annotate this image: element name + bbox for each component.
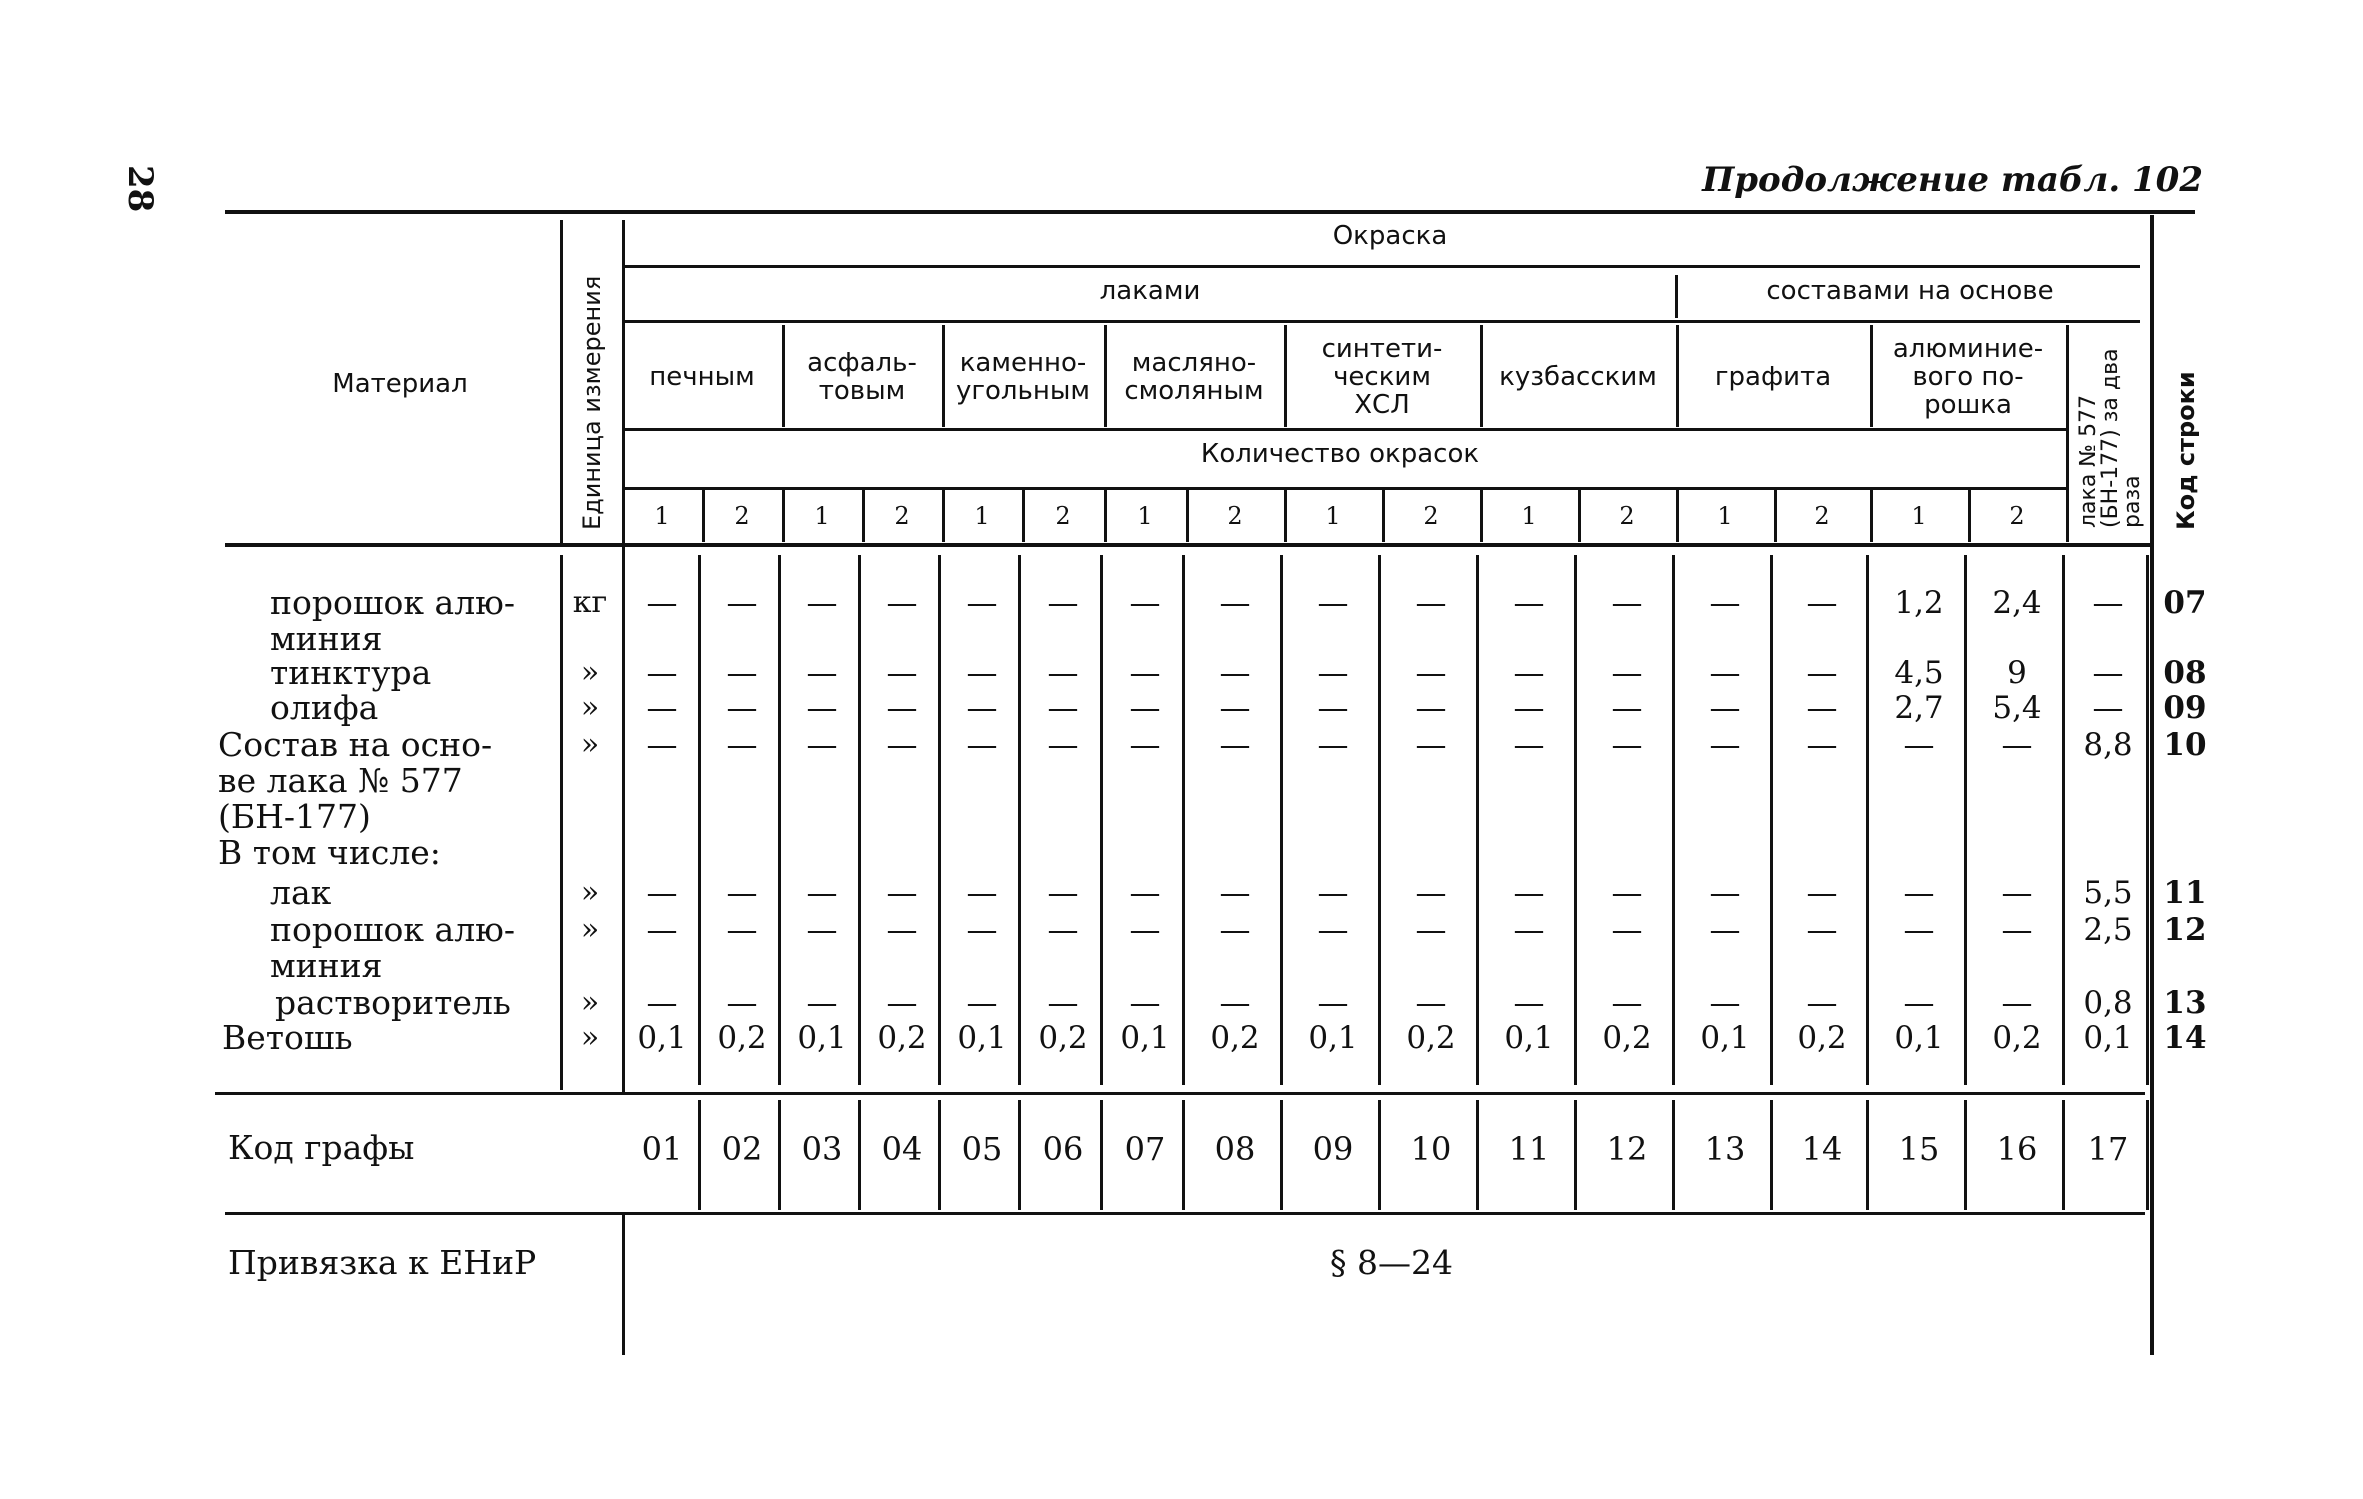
rule-line: [225, 1212, 2145, 1215]
row-cell: —: [1709, 912, 1741, 948]
count-2: 2: [734, 502, 750, 530]
row-cell: —: [1903, 912, 1935, 948]
column-code: 09: [1312, 1130, 1354, 1168]
rule-line: [1280, 555, 1283, 1085]
row-cell: —: [1219, 985, 1251, 1021]
row-material: растворитель: [275, 983, 511, 1022]
row-cell: —: [646, 727, 678, 763]
page-number: 28: [120, 165, 160, 213]
row-cell: —: [2092, 585, 2124, 621]
rule-line: [225, 210, 2195, 214]
rule-line: [622, 428, 2066, 431]
row-cell: 0,8: [2083, 985, 2133, 1021]
row-cell: —: [966, 690, 998, 726]
row-cell: —: [1513, 912, 1545, 948]
row-cell: —: [1611, 585, 1643, 621]
rule-line: [622, 220, 625, 1093]
row-cell: —: [1047, 875, 1079, 911]
rule-line: [698, 555, 701, 1085]
row-cell: —: [726, 655, 758, 691]
row-code-header: Код строки: [2172, 371, 2200, 530]
count-10: 2: [1423, 502, 1439, 530]
row-cell: —: [1219, 727, 1251, 763]
row-material: Ветошь: [222, 1018, 353, 1057]
row-cell: —: [1415, 690, 1447, 726]
count-13: 1: [1717, 502, 1733, 530]
column-codes-label: Код графы: [228, 1128, 415, 1167]
column-code: 15: [1898, 1130, 1940, 1168]
row-cell: —: [806, 690, 838, 726]
row-cell: —: [1513, 655, 1545, 691]
row-unit: »: [580, 690, 600, 725]
rule-line: [1022, 490, 1025, 542]
row-cell: 5,4: [1992, 690, 2042, 726]
row-cell: 9: [2007, 655, 2027, 691]
row-cell: —: [1129, 585, 1161, 621]
row-cell: —: [1047, 985, 1079, 1021]
row-code: 09: [2163, 690, 2207, 726]
row-cell: —: [726, 985, 758, 1021]
count-6: 2: [1055, 502, 1071, 530]
row-cell: —: [1129, 985, 1161, 1021]
column-code: 16: [1996, 1130, 2038, 1168]
row-cell: 8,8: [2083, 727, 2133, 763]
row-cell: —: [726, 875, 758, 911]
group-header-6: кузбасским: [1499, 362, 1657, 392]
row-cell: —: [806, 585, 838, 621]
row-cell: —: [1415, 912, 1447, 948]
row-cell: 0,1: [1120, 1020, 1170, 1056]
row-cell: —: [886, 985, 918, 1021]
rule-line: [1968, 490, 1971, 542]
row-cell: —: [646, 690, 678, 726]
row-cell: —: [646, 985, 678, 1021]
row-cell: —: [1513, 875, 1545, 911]
row-cell: 0,1: [1504, 1020, 1554, 1056]
group-header-8: алюминие- вого по- рошка: [1892, 334, 2044, 420]
rule-line: [622, 320, 2140, 323]
row-cell: —: [2001, 912, 2033, 948]
rule-line: [942, 490, 945, 542]
row-cell: —: [1806, 985, 1838, 1021]
row-cell: —: [1806, 655, 1838, 691]
row-cell: —: [1415, 655, 1447, 691]
row-cell: —: [966, 985, 998, 1021]
column-code: 02: [721, 1130, 763, 1168]
rule-line: [1574, 1100, 1577, 1210]
column-code: 06: [1042, 1130, 1084, 1168]
row-cell: 0,2: [1602, 1020, 1652, 1056]
row-cell: —: [806, 912, 838, 948]
row-cell: 5,5: [2083, 875, 2133, 911]
count-3: 1: [814, 502, 830, 530]
row-cell: 0,2: [1406, 1020, 1456, 1056]
row-cell: —: [886, 585, 918, 621]
row-cell: 0,1: [1894, 1020, 1944, 1056]
row-material: В том числе:: [218, 833, 441, 872]
row-cell: —: [1709, 655, 1741, 691]
row-cell: 2,4: [1992, 585, 2042, 621]
row-cell: —: [966, 655, 998, 691]
row-cell: 2,7: [1894, 690, 1944, 726]
row-cell: —: [726, 690, 758, 726]
row-code: 11: [2163, 875, 2207, 911]
row-cell: —: [1317, 875, 1349, 911]
column-code: 10: [1410, 1130, 1452, 1168]
row-cell: —: [1047, 655, 1079, 691]
rule-line: [1676, 490, 1679, 542]
row-cell: —: [726, 912, 758, 948]
row-cell: —: [1047, 585, 1079, 621]
row-material: олифа: [270, 688, 379, 727]
rule-line: [778, 555, 781, 1085]
rule-line: [1280, 1100, 1283, 1210]
rule-line: [1378, 555, 1381, 1085]
rule-line: [1870, 490, 1873, 542]
count-8: 2: [1227, 502, 1243, 530]
row-unit: »: [580, 985, 600, 1020]
row-cell: —: [646, 912, 678, 948]
rule-line: [1964, 555, 1967, 1085]
row-cell: —: [1709, 585, 1741, 621]
rule-line: [2062, 555, 2065, 1085]
column-code: 12: [1606, 1130, 1648, 1168]
row-cell: —: [1047, 690, 1079, 726]
row-cell: —: [966, 585, 998, 621]
row-cell: —: [2001, 985, 2033, 1021]
row-cell: —: [1129, 727, 1161, 763]
column-code: 17: [2087, 1130, 2129, 1168]
row-cell: —: [1317, 690, 1349, 726]
row-cell: —: [1709, 690, 1741, 726]
row-cell: —: [1806, 690, 1838, 726]
row-cell: —: [1219, 912, 1251, 948]
rule-line: [862, 490, 865, 542]
row-cell: —: [1317, 655, 1349, 691]
row-cell: —: [1806, 875, 1838, 911]
row-code: 14: [2163, 1020, 2207, 1056]
count-7: 1: [1137, 502, 1153, 530]
row-cell: —: [2092, 690, 2124, 726]
row-material: лак: [270, 873, 332, 912]
row-cell: —: [1806, 585, 1838, 621]
group-header-5: синтети- ческим ХСЛ: [1321, 334, 1443, 420]
rule-line: [782, 490, 785, 542]
lacquers-header: лаками: [1099, 276, 1201, 306]
row-cell: —: [1611, 912, 1643, 948]
row-material: тинктура: [270, 653, 432, 692]
rule-line: [858, 555, 861, 1085]
rule-line: [1675, 275, 1678, 318]
count-12: 2: [1619, 502, 1635, 530]
row-cell: —: [1129, 655, 1161, 691]
group-header-2: асфаль- товым: [807, 348, 917, 406]
column-code: 14: [1801, 1130, 1843, 1168]
rule-line: [1770, 555, 1773, 1085]
row-cell: 0,2: [1038, 1020, 1088, 1056]
rule-line: [1770, 1100, 1773, 1210]
row-code: 12: [2163, 912, 2207, 948]
row-cell: —: [1317, 912, 1349, 948]
row-cell: —: [1513, 985, 1545, 1021]
row-cell: —: [886, 690, 918, 726]
rule-line: [622, 487, 2066, 490]
row-cell: —: [1611, 727, 1643, 763]
rule-line: [1182, 555, 1185, 1085]
count-9: 1: [1325, 502, 1341, 530]
rule-line: [938, 555, 941, 1085]
row-cell: —: [1513, 727, 1545, 763]
group-header-7: графита: [1714, 362, 1832, 392]
count-16: 2: [2009, 502, 2025, 530]
unit-header: Единица измерения: [578, 275, 606, 530]
row-code: 07: [2163, 585, 2207, 621]
count-15: 1: [1911, 502, 1927, 530]
row-cell: —: [806, 655, 838, 691]
row-cell: —: [1317, 585, 1349, 621]
last-col-header: лака № 577 (БН-177) за два раза: [2076, 348, 2145, 528]
row-cell: —: [1903, 875, 1935, 911]
row-cell: —: [966, 912, 998, 948]
row-cell: —: [1047, 912, 1079, 948]
row-cell: —: [726, 727, 758, 763]
row-cell: —: [1709, 985, 1741, 1021]
column-code: 04: [881, 1130, 923, 1168]
column-code: 13: [1704, 1130, 1746, 1168]
row-cell: 2,5: [2083, 912, 2133, 948]
row-cell: —: [1415, 875, 1447, 911]
rule-line: [215, 1092, 2145, 1095]
row-cell: 0,2: [1992, 1020, 2042, 1056]
row-cell: —: [1513, 585, 1545, 621]
group-header-3: каменно- угольным: [955, 348, 1091, 406]
row-cell: —: [1611, 655, 1643, 691]
rule-line: [1018, 555, 1021, 1085]
row-cell: —: [1513, 690, 1545, 726]
rule-line: [560, 220, 563, 545]
row-cell: —: [1415, 985, 1447, 1021]
row-cell: —: [806, 727, 838, 763]
rule-line: [1574, 555, 1577, 1085]
row-cell: 0,2: [717, 1020, 767, 1056]
row-cell: —: [886, 655, 918, 691]
row-unit: »: [580, 655, 600, 690]
rule-line: [1476, 1100, 1479, 1210]
rule-line: [1480, 490, 1483, 542]
count-header: Количество окрасок: [1200, 439, 1480, 469]
count-4: 2: [894, 502, 910, 530]
row-cell: —: [1903, 727, 1935, 763]
row-cell: —: [726, 585, 758, 621]
row-cell: 0,1: [2083, 1020, 2133, 1056]
row-cell: 0,1: [797, 1020, 847, 1056]
row-cell: —: [1611, 875, 1643, 911]
row-cell: 0,1: [1308, 1020, 1358, 1056]
row-cell: —: [1129, 912, 1161, 948]
material-header: Материал: [332, 369, 468, 399]
row-cell: —: [966, 727, 998, 763]
row-cell: —: [1611, 985, 1643, 1021]
row-cell: —: [1047, 727, 1079, 763]
row-material: Состав на осно- ве лака № 577 (БН-177): [218, 725, 493, 836]
row-cell: —: [1903, 985, 1935, 1021]
row-cell: —: [646, 585, 678, 621]
count-1: 1: [654, 502, 670, 530]
rule-line: [1378, 1100, 1381, 1210]
rule-line: [560, 555, 563, 1090]
group-header-1: печным: [649, 362, 755, 392]
rule-line: [1382, 490, 1385, 542]
rule-line: [1100, 555, 1103, 1085]
rule-line: [622, 1215, 625, 1355]
row-cell: —: [1709, 727, 1741, 763]
rule-line: [1774, 490, 1777, 542]
rule-line: [1186, 490, 1189, 542]
rule-line: [622, 265, 2140, 268]
group-header-4: масляно- смоляным: [1124, 348, 1264, 406]
rule-line: [2146, 555, 2149, 1085]
rule-line: [1964, 1100, 1967, 1210]
row-cell: —: [1219, 655, 1251, 691]
count-14: 2: [1814, 502, 1830, 530]
rule-line: [2150, 215, 2154, 1355]
row-cell: —: [646, 875, 678, 911]
row-cell: —: [2001, 875, 2033, 911]
table-caption: Продолжение табл. 102: [1702, 160, 2203, 200]
row-cell: —: [806, 875, 838, 911]
row-cell: 0,1: [637, 1020, 687, 1056]
row-cell: —: [1129, 690, 1161, 726]
row-cell: —: [1415, 585, 1447, 621]
row-cell: 0,2: [1210, 1020, 1260, 1056]
row-cell: —: [966, 875, 998, 911]
row-cell: —: [886, 912, 918, 948]
row-cell: —: [1415, 727, 1447, 763]
column-code: 08: [1214, 1130, 1256, 1168]
row-cell: —: [806, 985, 838, 1021]
row-cell: 4,5: [1894, 655, 1944, 691]
row-cell: —: [2092, 655, 2124, 691]
row-cell: —: [1806, 912, 1838, 948]
row-cell: —: [1219, 690, 1251, 726]
enir-label: Привязка к ЕНиР: [228, 1243, 537, 1282]
row-cell: —: [1317, 985, 1349, 1021]
row-cell: 0,1: [1700, 1020, 1750, 1056]
row-cell: —: [1709, 875, 1741, 911]
column-code: 11: [1508, 1130, 1550, 1168]
row-cell: —: [1317, 727, 1349, 763]
row-cell: —: [1611, 690, 1643, 726]
row-cell: —: [1129, 875, 1161, 911]
row-cell: —: [886, 727, 918, 763]
row-cell: 0,2: [877, 1020, 927, 1056]
row-material: порошок алю- миния: [270, 910, 516, 985]
row-code: 10: [2163, 727, 2207, 763]
rule-line: [2066, 490, 2069, 542]
rule-line: [1672, 555, 1675, 1085]
row-cell: —: [1219, 585, 1251, 621]
painting-header: Окраска: [1332, 221, 1448, 251]
rule-line: [1672, 1100, 1675, 1210]
row-cell: —: [1219, 875, 1251, 911]
row-cell: 0,1: [957, 1020, 1007, 1056]
rule-line: [1284, 490, 1287, 542]
row-cell: 0,2: [1797, 1020, 1847, 1056]
row-code: 13: [2163, 985, 2207, 1021]
column-code: 05: [961, 1130, 1003, 1168]
row-cell: —: [646, 655, 678, 691]
rule-line: [1866, 555, 1869, 1085]
row-unit: »: [580, 875, 600, 910]
row-unit: »: [580, 1020, 600, 1055]
row-unit: »: [580, 727, 600, 762]
count-11: 1: [1521, 502, 1537, 530]
rule-line: [225, 543, 2150, 547]
row-material: порошок алю- миния: [270, 583, 516, 658]
count-5: 1: [974, 502, 990, 530]
column-code: 03: [801, 1130, 843, 1168]
rule-line: [702, 490, 705, 542]
row-cell: —: [1806, 727, 1838, 763]
row-code: 08: [2163, 655, 2207, 691]
column-code: 01: [641, 1130, 683, 1168]
row-cell: —: [886, 875, 918, 911]
rule-line: [1104, 490, 1107, 542]
row-cell: —: [2001, 727, 2033, 763]
compositions-header: составами на основе: [1766, 276, 2054, 306]
rule-line: [1476, 555, 1479, 1085]
rule-line: [1578, 490, 1581, 542]
column-code: 07: [1124, 1130, 1166, 1168]
enir-value: § 8—24: [1330, 1243, 1453, 1282]
row-unit: »: [580, 912, 600, 947]
row-unit: кг: [572, 585, 608, 620]
row-cell: 1,2: [1894, 585, 1944, 621]
